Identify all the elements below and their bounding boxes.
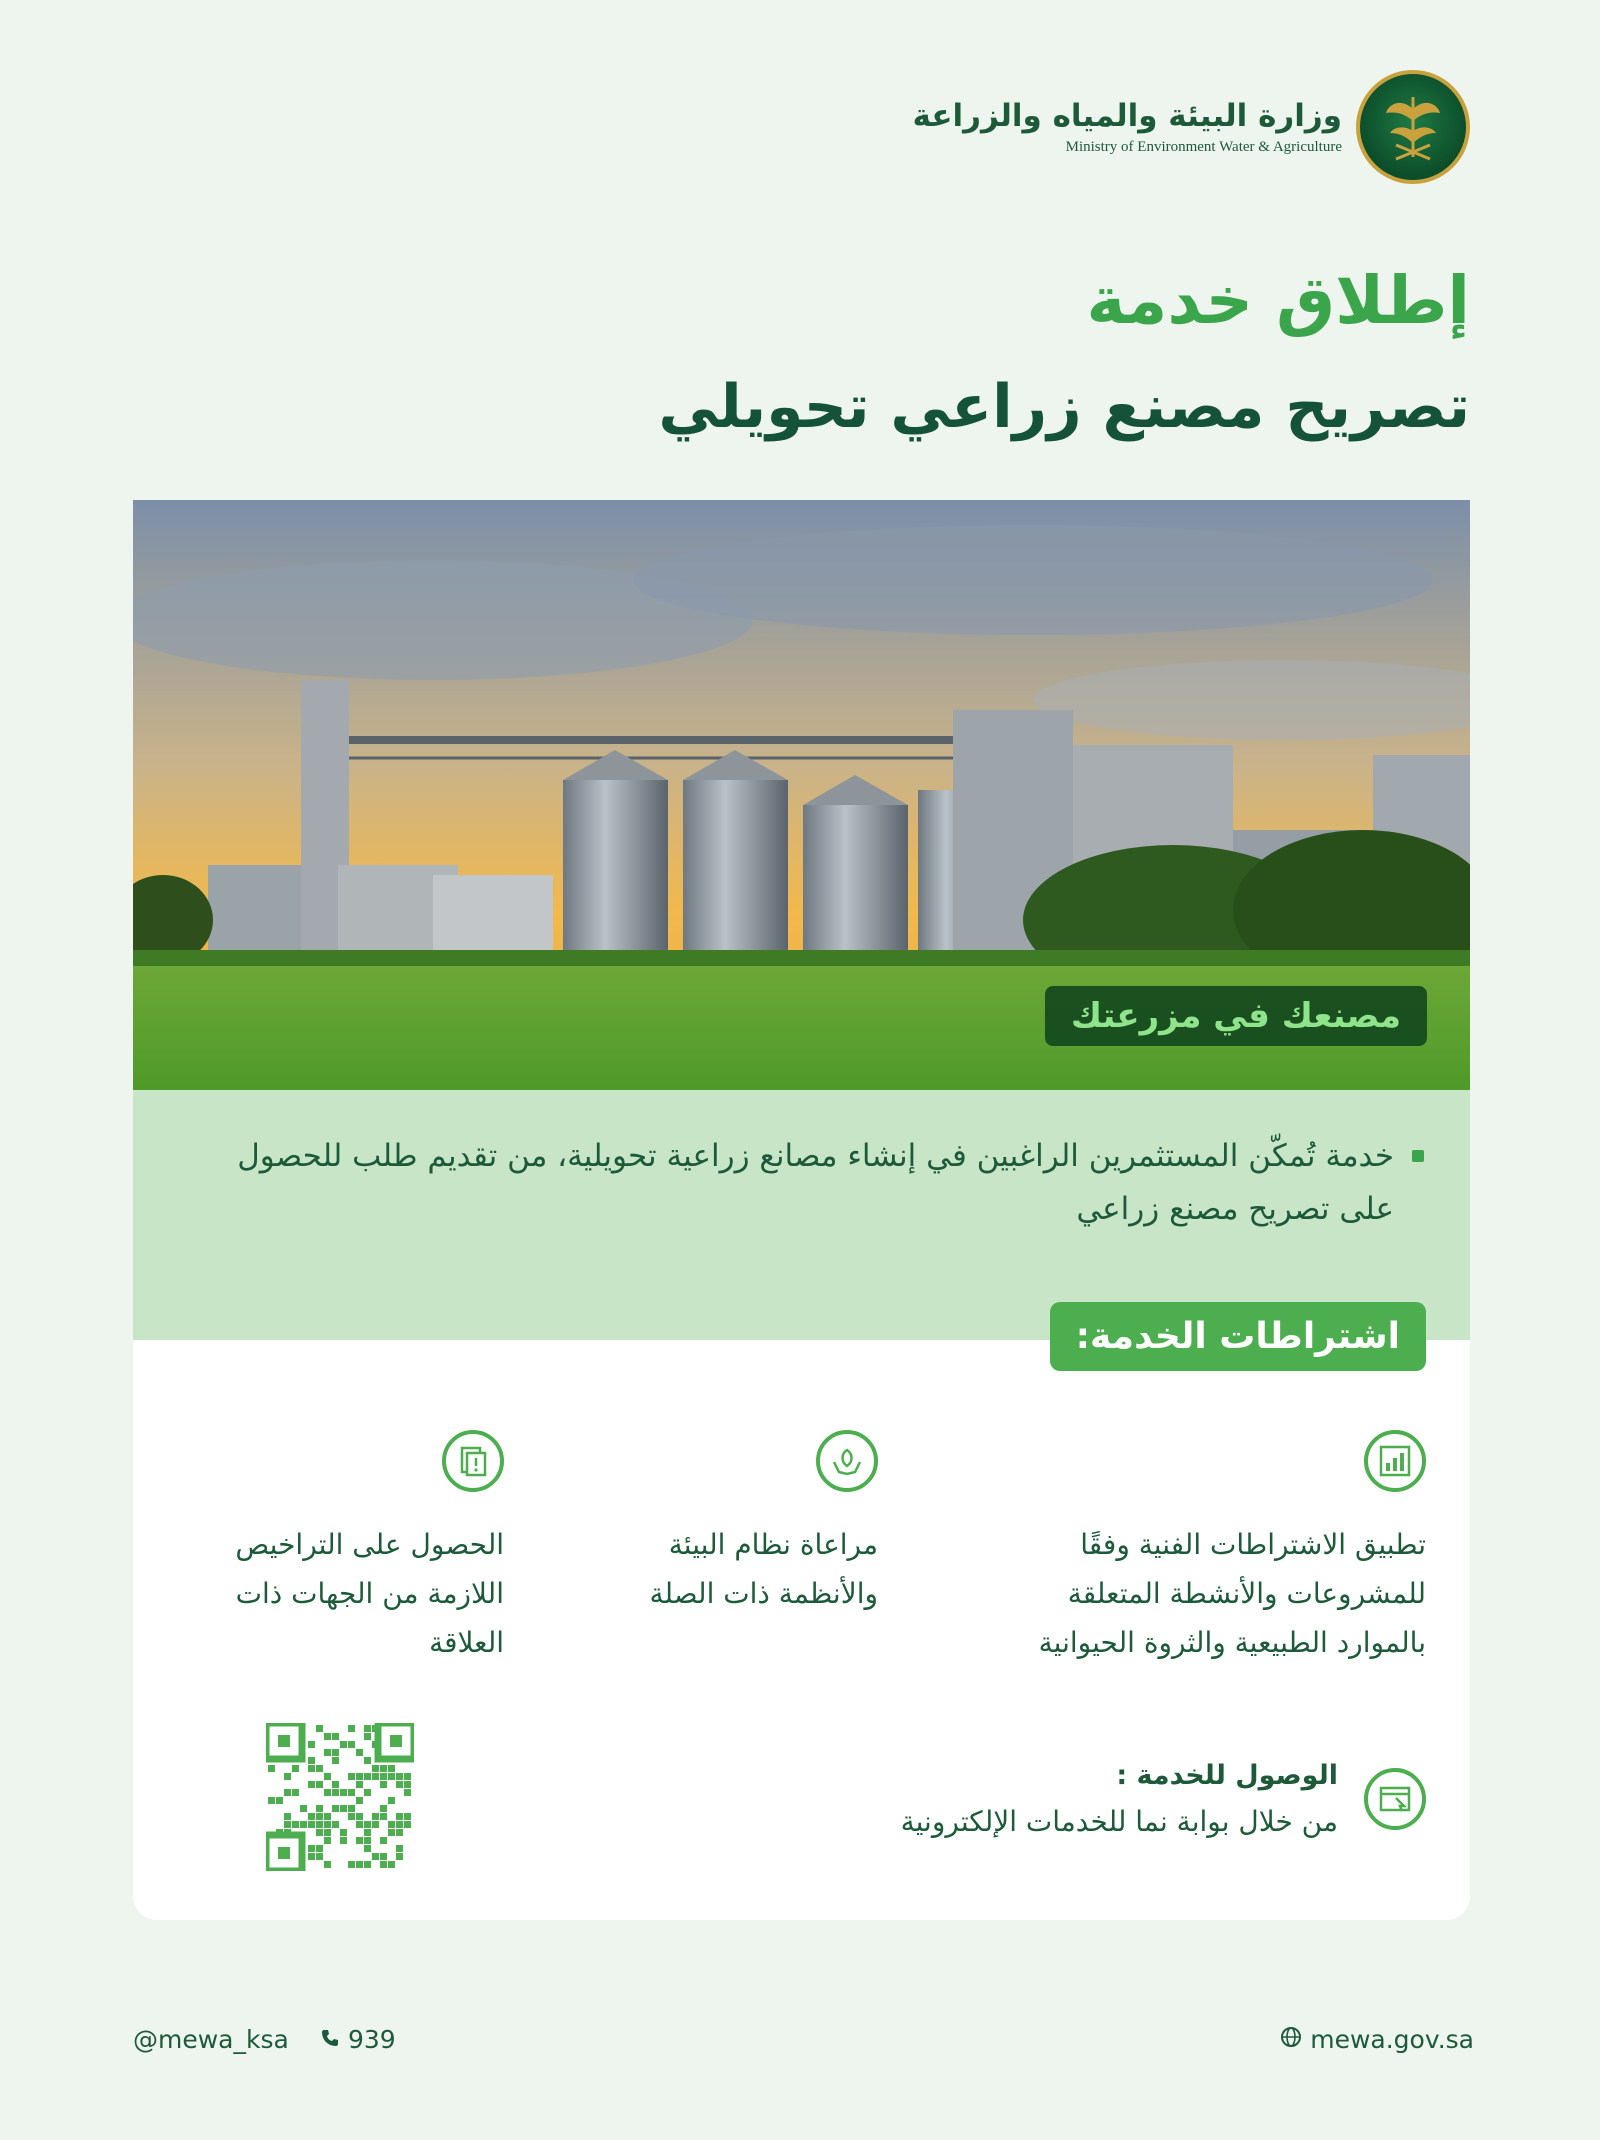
- title-launch: إطلاق خدمة: [1086, 262, 1470, 339]
- condition-item: [996, 1430, 1426, 1667]
- service-description: خدمة تُمكّن المستثمرين الراغبين في إنشاء مصانع زراعية تحويلية، من تقديم طلب للحصول على تصريح مصنع زراعي: [237, 1138, 1394, 1227]
- condition-item: [578, 1430, 878, 1618]
- condition-text: تطبيق الاشتراطات الفنية وفقًا للمشروعات والأنشطة المتعلقة بالموارد الطبيعية والثروة الحيوانية: [1038, 1528, 1426, 1659]
- hero-image: [133, 500, 1470, 1090]
- ministry-logo-icon: [1356, 70, 1470, 184]
- brand-header: [913, 70, 1470, 184]
- hero-badge: مصنعك في مزرعتك: [1045, 986, 1427, 1046]
- access-text-block: [901, 1760, 1338, 1838]
- conditions-heading: اشتراطات الخدمة:: [1050, 1302, 1426, 1371]
- bullet-icon: [1412, 1150, 1424, 1162]
- condition-text: مراعاة نظام البيئة والأنظمة ذات الصلة: [649, 1528, 878, 1610]
- globe-icon: [1280, 2025, 1302, 2054]
- chart-icon: [1364, 1430, 1426, 1492]
- phone-number[interactable]: 939: [348, 2025, 396, 2054]
- access-title: الوصول للخدمة :: [1116, 1760, 1338, 1791]
- footer-social[interactable]: [133, 2025, 289, 2054]
- footer-website[interactable]: [1280, 2025, 1474, 2054]
- brand-name-en: Ministry of Environment Water & Agriculture: [1065, 139, 1342, 156]
- phone-icon: [320, 2025, 340, 2054]
- condition-item: [204, 1430, 504, 1667]
- brand-name-ar: وزارة البيئة والمياه والزراعة: [912, 97, 1342, 134]
- qr-code[interactable]: [266, 1723, 414, 1871]
- portal-icon: [1364, 1768, 1426, 1830]
- condition-text: الحصول على التراخيص اللازمة من الجهات ذات العلاقة: [235, 1528, 504, 1659]
- title-service: تصريح مصنع زراعي تحويلي: [658, 372, 1470, 442]
- access-text: من خلال بوابة نما للخدمات الإلكترونية: [900, 1805, 1338, 1838]
- social-handle[interactable]: @mewa_ksa: [133, 2025, 289, 2054]
- footer-phone[interactable]: [320, 2025, 396, 2054]
- website-url[interactable]: mewa.gov.sa: [1310, 2025, 1474, 2054]
- document-icon: [442, 1430, 504, 1492]
- brand-text: [913, 98, 1342, 156]
- service-access: [901, 1760, 1426, 1838]
- hands-leaf-icon: [816, 1430, 878, 1492]
